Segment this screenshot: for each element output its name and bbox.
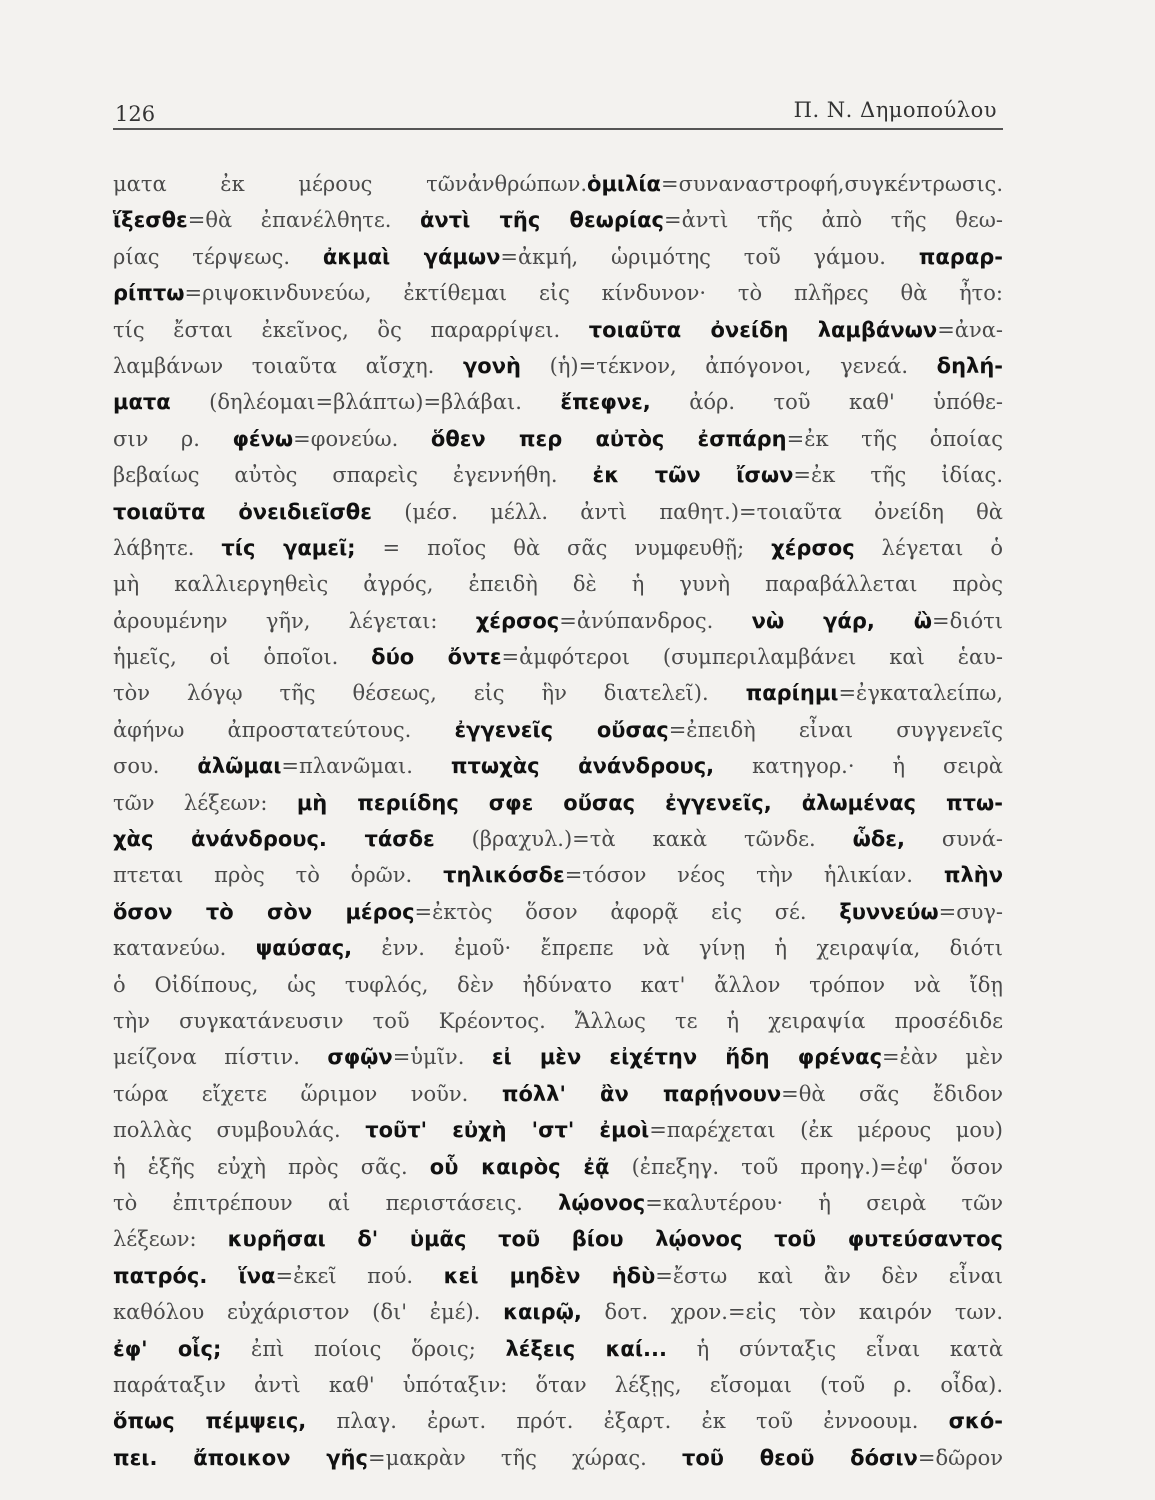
lemma-term: ἐκ τῶν ἴσων bbox=[592, 463, 794, 488]
lemma-term: τοῦ θεοῦ δόσιν bbox=[681, 1445, 918, 1470]
gloss-text: =ἐκ τῆς ἰδίας. bbox=[793, 463, 1003, 488]
gloss-text: ἀφήνω ἀπροστατεύτους. bbox=[113, 717, 455, 742]
text-line bbox=[113, 1367, 1003, 1403]
lemma-term: τίς γαμεῖ; bbox=[221, 535, 356, 560]
gloss-text: ἐνν. ἐμοῦ· ἔπρεπε νὰ γίνῃ ἡ χειραψία, διότι bbox=[352, 936, 1003, 961]
text-line bbox=[113, 457, 1003, 493]
gloss-text: =θὰ ἐπανέλθητε. bbox=[187, 208, 420, 233]
gloss-text: ὁ Οἰδίπους, ὡς τυφλός, δὲν ἠδύνατο κατ' ἄλλον τρόπον νὰ ἴδῃ bbox=[113, 972, 1003, 997]
lemma-term: χὰς ἀνάνδρους. τάσδε bbox=[113, 827, 435, 852]
gloss-text: =ἐπειδὴ εἶναι συγγενεῖς bbox=[668, 717, 1004, 742]
lemma-term: πλὴν bbox=[943, 863, 1003, 888]
gloss-text: =ὑμῖν. bbox=[392, 1045, 492, 1070]
text-line bbox=[113, 1149, 1003, 1185]
gloss-text: πλαγ. ἐρωτ. πρότ. ἐξαρτ. ἐκ τοῦ ἐννοουμ. bbox=[306, 1409, 949, 1434]
gloss-text: ἡ ἑξῆς εὐχὴ πρὸς σᾶς. bbox=[113, 1154, 430, 1179]
gloss-text: =πλανῶμαι. bbox=[281, 754, 451, 779]
gloss-text: =ἐὰν μὲν bbox=[882, 1045, 1003, 1070]
lemma-term: πτωχὰς ἀνάνδρους, bbox=[450, 754, 715, 779]
gloss-text: λέξεων: bbox=[113, 1227, 228, 1252]
running-head: Π. Ν. Δημοπούλου bbox=[793, 98, 997, 122]
lemma-term: ἀλῶμαι bbox=[197, 754, 282, 779]
gloss-text: (βραχυλ.)=τὰ κακὰ τῶνδε. bbox=[434, 827, 853, 852]
gloss-text: (ἡ)=τέκνον, ἀπόγονοι, γενεά. bbox=[521, 353, 937, 378]
lemma-term: παραρ- bbox=[918, 244, 1003, 269]
text-line bbox=[113, 857, 1003, 893]
gloss-text: =ἐγκαταλείπω, bbox=[838, 681, 1003, 706]
text-line bbox=[113, 1221, 1003, 1257]
gloss-text: ματα ἐκ μέρους τῶνἀνθρώπων. bbox=[113, 172, 588, 196]
lemma-term: μὴ περιίδης σφε οὔσας ἐγγενεῖς, ἀλωμένας πτω- bbox=[296, 790, 1003, 815]
gloss-text: =ἐκεῖ πού. bbox=[275, 1263, 444, 1288]
lemma-term: κεἰ μηδὲν ἡδὺ bbox=[443, 1263, 656, 1288]
gloss-text: =μακρὰν τῆς χώρας. bbox=[367, 1445, 682, 1470]
lemma-term: ὧδε, bbox=[852, 827, 905, 852]
text-line bbox=[113, 748, 1003, 784]
lemma-term: ὅπως πέμψεις, bbox=[113, 1409, 307, 1434]
gloss-text: =τόσον νέος τὴν ἡλικίαν. bbox=[564, 863, 944, 888]
lemma-term: χέρσος bbox=[475, 608, 560, 633]
text-line bbox=[113, 494, 1003, 530]
lemma-term: δύο ὄντε bbox=[371, 645, 502, 670]
lemma-term: ἀντὶ τῆς θεωρίας bbox=[419, 208, 664, 233]
lemma-term: ματα bbox=[113, 390, 171, 415]
lemma-term: ἵξεσθε bbox=[113, 208, 188, 233]
text-line bbox=[113, 1294, 1003, 1330]
gloss-text: μὴ καλλιεργηθεὶς ἀγρός, ἐπειδὴ δὲ ἡ γυνὴ παραβάλλεται πρὸς bbox=[113, 572, 1003, 597]
lemma-term: ψαύσας, bbox=[255, 936, 353, 961]
lemma-term: τηλικόσδε bbox=[443, 863, 565, 888]
lemma-term: ὁμιλία bbox=[587, 172, 661, 196]
text-line bbox=[113, 712, 1003, 748]
text-line bbox=[113, 239, 1003, 275]
page-header bbox=[113, 92, 1003, 130]
text-line bbox=[113, 930, 1003, 966]
gloss-text: τὴν συγκατάνευσιν τοῦ Κρέοντος. Ἄλλως τε ἡ χειραψία προσέδιδε bbox=[113, 1008, 1003, 1033]
text-line bbox=[113, 1258, 1003, 1294]
text-line bbox=[113, 384, 1003, 420]
gloss-text: λάβητε. bbox=[113, 535, 222, 560]
lemma-term: ἐγγενεῖς οὔσας bbox=[454, 717, 669, 742]
gloss-text: λαμβάνων τοιαῦτα αἴσχη. bbox=[113, 353, 463, 378]
text-line bbox=[113, 639, 1003, 675]
gloss-text: συνά- bbox=[904, 827, 1003, 852]
gloss-text: ἀρουμένην γῆν, λέγεται: bbox=[113, 608, 476, 633]
commentary-body bbox=[113, 166, 1003, 1476]
gloss-text: πτεται πρὸς τὸ ὁρῶν. bbox=[113, 863, 444, 888]
lemma-term: λῴονος bbox=[558, 1190, 646, 1215]
lemma-term: φένω bbox=[232, 426, 294, 451]
text-line bbox=[113, 421, 1003, 457]
gloss-text: =ἐκ τῆς ὁποίας bbox=[786, 426, 1003, 451]
gloss-text: =συγ- bbox=[938, 899, 1003, 924]
lemma-term: εἰ μὲν εἰχέτην ἤδη φρένας bbox=[491, 1045, 883, 1070]
lemma-term: ἐφ' οἷς; bbox=[113, 1336, 222, 1361]
text-line bbox=[113, 348, 1003, 384]
lemma-term: χέρσος bbox=[771, 535, 855, 560]
gloss-text: =ριψοκινδυνεύω, ἐκτίθεμαι εἰς κίνδυνον· τὸ πλῆρες θὰ ἦτο: bbox=[184, 281, 1003, 306]
gloss-text: τώρα εἴχετε ὥριμον νοῦν. bbox=[113, 1081, 502, 1106]
gloss-text: =ἀντὶ τῆς ἀπὸ τῆς θεω- bbox=[663, 208, 1004, 233]
gloss-text: μείζονα πίστιν. bbox=[113, 1045, 328, 1070]
lemma-term: ἔπεφνε, bbox=[560, 390, 651, 415]
gloss-text: κατανεύω. bbox=[113, 936, 256, 961]
text-line bbox=[113, 1331, 1003, 1367]
text-line bbox=[113, 1039, 1003, 1075]
gloss-text: λέγεται ὁ bbox=[854, 535, 1003, 560]
lemma-term: ὅσον τὸ σὸν μέρος bbox=[113, 899, 415, 924]
gloss-text: =παρέχεται (ἐκ μέρους μου) bbox=[649, 1118, 1003, 1143]
lemma-term: ξυννεύω bbox=[839, 899, 939, 924]
text-line bbox=[113, 603, 1003, 639]
lemma-term: ρίπτω bbox=[113, 281, 185, 306]
gloss-text: (μέσ. μέλλ. ἀντὶ παθητ.)=τοιαῦτα ὀνείδη θὰ bbox=[371, 499, 1003, 524]
gloss-text: τίς ἔσται ἐκεῖνος, ὃς παραρρίψει. bbox=[113, 317, 589, 342]
gloss-text: ἐπὶ ποίοις ὅροις; bbox=[221, 1336, 506, 1361]
gloss-text: τὸ ἐπιτρέπουν αἱ περιστάσεις. bbox=[113, 1190, 559, 1215]
gloss-text: ρίας τέρψεως. bbox=[113, 244, 323, 269]
gloss-text: πολλὰς συμβουλάς. bbox=[113, 1118, 366, 1143]
gloss-text: =δῶρον bbox=[917, 1445, 1003, 1470]
lemma-term: τοῦτ' εὐχὴ 'στ' ἐμοὶ bbox=[365, 1118, 650, 1143]
gloss-text: =ἀκμή, ὡριμότης τοῦ γάμου. bbox=[500, 244, 919, 269]
lemma-term: πόλλ' ἂν παρῄνουν bbox=[501, 1081, 782, 1106]
gloss-text: =καλυτέρου· ἡ σειρὰ τῶν bbox=[645, 1190, 1004, 1215]
gloss-text: καθόλου εὐχάριστον (δι' ἐμέ). bbox=[113, 1300, 504, 1325]
gloss-text: ἡ σύνταξις εἶναι κατὰ bbox=[666, 1336, 1003, 1361]
gloss-text: δοτ. χρον.=εἰς τὸν καιρόν των. bbox=[581, 1300, 1003, 1325]
text-line bbox=[113, 530, 1003, 566]
text-line bbox=[113, 275, 1003, 311]
lemma-term: τοιαῦτα ὀνείδη λαμβάνων bbox=[588, 317, 938, 342]
lemma-term: δηλή- bbox=[936, 353, 1003, 378]
text-line bbox=[113, 675, 1003, 711]
gloss-text: (δηλέομαι=βλάπτω)=βλάβαι. bbox=[170, 390, 561, 415]
lemma-term: λέξεις καί... bbox=[505, 1336, 667, 1361]
gloss-text: σου. bbox=[113, 754, 198, 779]
text-line bbox=[113, 967, 1003, 1003]
lemma-term: ὅθεν περ αὐτὸς ἐσπάρη bbox=[430, 426, 787, 451]
text-line bbox=[113, 821, 1003, 857]
gloss-text: =ἀνα- bbox=[937, 317, 1004, 342]
gloss-text: ἡμεῖς, οἱ ὁποῖοι. bbox=[113, 645, 372, 670]
gloss-text: κατηγορ.· ἡ σειρὰ bbox=[714, 754, 1003, 779]
text-line bbox=[113, 1185, 1003, 1221]
gloss-text: =ἐκτὸς ὅσον ἀφορᾷ εἰς σέ. bbox=[414, 899, 840, 924]
lemma-term: τοιαῦτα ὀνειδιεῖσθε bbox=[113, 499, 372, 524]
gloss-text: =ἔστω καὶ ἂν δὲν εἶναι bbox=[655, 1263, 1004, 1288]
text-line bbox=[113, 1003, 1003, 1039]
lemma-term: πει. ἄποικον γῆς bbox=[113, 1445, 368, 1470]
gloss-text: = ποῖος θὰ σᾶς νυμφευθῇ; bbox=[355, 535, 772, 560]
text-line bbox=[113, 1403, 1003, 1439]
lemma-term: γονὴ bbox=[463, 353, 521, 378]
gloss-text: =συναναστροφή,συγκέντρωσις. bbox=[660, 172, 1003, 196]
page-number: 126 bbox=[115, 102, 156, 126]
gloss-text: τῶν λέξεων: bbox=[113, 790, 297, 815]
gloss-text: παράταξιν ἀντὶ καθ' ὑπόταξιν: ὅταν λέξῃς, εἴσομαι (τοῦ ρ. οἶδα). bbox=[113, 1372, 1003, 1397]
text-line bbox=[113, 1440, 1003, 1476]
lemma-term: παρίημι bbox=[745, 681, 839, 706]
gloss-text: τὸν λόγῳ τῆς θέσεως, εἰς ἣν διατελεῖ). bbox=[113, 681, 746, 706]
text-line bbox=[113, 312, 1003, 348]
lemma-term: σφῷν bbox=[327, 1045, 393, 1070]
gloss-text: ἀόρ. τοῦ καθ' ὑπόθε- bbox=[650, 390, 1004, 415]
gloss-text: =διότι bbox=[932, 608, 1004, 633]
gloss-text: =φονεύω. bbox=[293, 426, 431, 451]
lemma-term: πατρός. ἵνα bbox=[113, 1263, 276, 1288]
text-line bbox=[113, 1076, 1003, 1112]
lemma-term: καιρῷ, bbox=[503, 1300, 582, 1325]
text-line bbox=[113, 894, 1003, 930]
text-line bbox=[113, 166, 1003, 202]
text-line bbox=[113, 785, 1003, 821]
lemma-term: οὗ καιρὸς ἐᾷ bbox=[429, 1154, 610, 1179]
lemma-term: σκό- bbox=[948, 1409, 1003, 1434]
gloss-text: =θὰ σᾶς ἔδιδον bbox=[781, 1081, 1004, 1106]
text-line bbox=[113, 202, 1003, 238]
text-line bbox=[113, 1112, 1003, 1148]
text-line bbox=[113, 566, 1003, 602]
gloss-text: (ἐπεξηγ. τοῦ προηγ.)=ἐφ' ὅσον bbox=[609, 1154, 1003, 1179]
lemma-term: νὼ γάρ, ὢ bbox=[751, 608, 933, 633]
lemma-term: κυρῆσαι δ' ὑμᾶς τοῦ βίου λῴονος τοῦ φυτεύσαντος bbox=[227, 1227, 1003, 1252]
gloss-text: =ἀνύπανδρος. bbox=[559, 608, 752, 633]
gloss-text: =ἀμφότεροι (συμπεριλαμβάνει καὶ ἑαυ- bbox=[501, 645, 1004, 670]
gloss-text: σιν ρ. bbox=[113, 426, 233, 451]
lemma-term: ἀκμαὶ γάμων bbox=[322, 244, 501, 269]
gloss-text: βεβαίως αὐτὸς σπαρεὶς ἐγεννήθη. bbox=[113, 463, 593, 488]
